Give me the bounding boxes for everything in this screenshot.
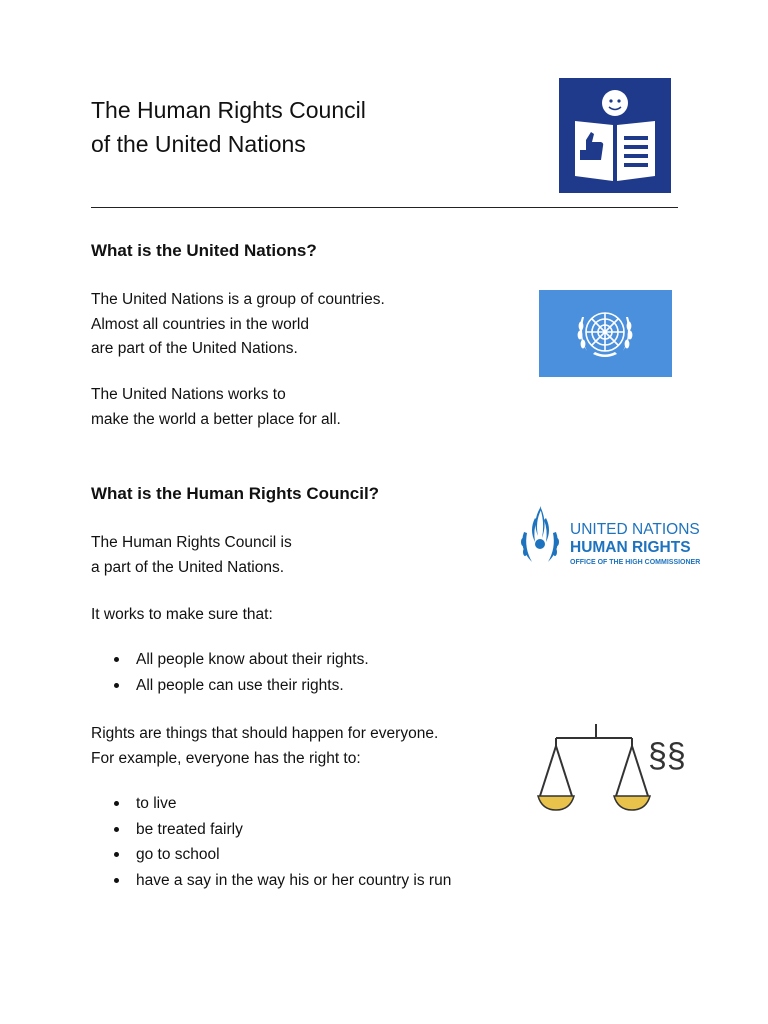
list-item: All people know about their rights. [91,647,369,673]
list-item: to live [91,791,451,817]
text-line: It works to make sure that: [91,606,273,623]
scales-of-justice-icon [530,718,700,818]
paragraph-rights-definition [91,722,438,771]
law-symbol: §§ [648,737,686,775]
rights-list [91,791,451,893]
text-line: make the world a better place for all. [91,410,341,428]
paragraph-un-purpose [91,383,341,432]
paragraph-un-definition [91,288,385,362]
text-line: Rights are things that should happen for everyone. [91,725,439,742]
paragraph-hrc-definition [91,531,292,580]
title-divider [91,207,678,208]
text-line: are part of the United Nations. [91,340,298,357]
section-heading-human-rights-council: What is the Human Rights Council? [91,484,380,503]
ohchr-logo-line-2: HUMAN RIGHTS [570,539,691,556]
list-item: All people can use their rights. [91,673,369,699]
ohchr-logo-line-1: UNITED NATIONS [570,521,700,538]
ohchr-logo [514,500,704,570]
purpose-list [91,647,369,698]
text-line: a part of the United Nations. [91,558,285,576]
list-item: be treated fairly [91,817,451,843]
text-line: The United Nations is a group of countries. [91,291,385,308]
text-line: Almost all countries in the world [91,315,309,333]
easy-read-icon [559,78,671,193]
text-line: For example, everyone has the right to: [91,749,361,767]
text-line: The Human Rights Council is [91,534,292,551]
page-title-line-2: of the United Nations [91,131,306,157]
list-item: go to school [91,842,451,868]
section-heading-united-nations: What is the United Nations? [91,241,317,260]
ohchr-logo-line-3: OFFICE OF THE HIGH COMMISSIONER [570,559,701,566]
page-title [91,93,366,161]
page-title-line-1: The Human Rights Council [91,97,366,123]
text-line: The United Nations works to [91,386,286,403]
paragraph-hrc-purpose [91,603,273,628]
list-item: have a say in the way his or her country is run [91,868,451,894]
un-flag-icon [539,290,672,377]
